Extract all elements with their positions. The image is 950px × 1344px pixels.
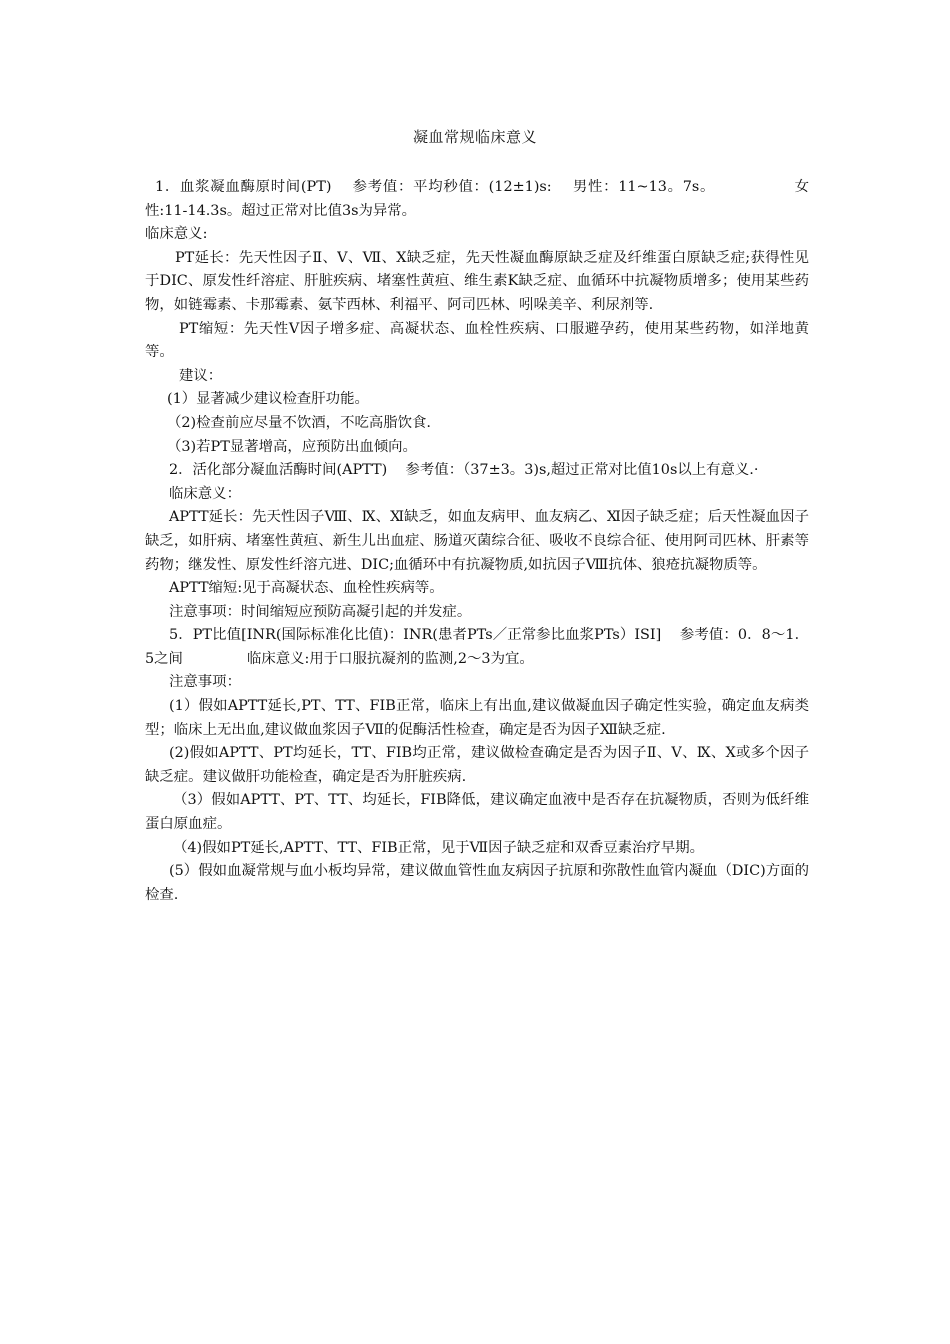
paragraph-suggestion-heading: 建议：	[179, 367, 223, 384]
paragraph-aptt-note: 注意事项：时间缩短应预防高凝引起的并发症。	[169, 603, 472, 620]
paragraph-pt-shortened: PT缩短：先天性Ⅴ因子增多症、高凝状态、血栓性疾病、口服避孕药，使用某些药物，如洋地黄等。	[145, 320, 809, 361]
paragraph-aptt-shortened: APTT缩短:见于高凝状态、血栓性疾病等。	[169, 580, 444, 597]
paragraph-aptt-reference: 2．活化部分凝血活酶时间(APTT) 参考值：（37±3。3)s,超过正常对比值10s以上有意义.·	[169, 462, 759, 479]
paragraph-aptt-prolonged: APTT延长：先天性因子Ⅷ、Ⅸ、Ⅺ缺乏，如血友病甲、血友病乙、Ⅺ因子缺乏症；后天性凝血因子缺乏，如肝病、堵塞性黄疸、新生儿出血症、肠道灭菌综合征、吸收不良综合征、使用阿司匹林、肝素等药物；继发性、原发性纤溶亢进、DIC;血循环中有抗凝物质,如抗因子Ⅷ抗体、狼疮抗凝物质等。	[145, 509, 809, 573]
paragraph-notes-heading: 注意事项：	[169, 674, 241, 691]
paragraph-pt-reference: 1．血浆凝血酶原时间(PT) 参考值：平均秒值：(12±1)s: 男性：11~13。7s。 女性:11-14.3s。超过正常对比值3s为异常。	[145, 179, 809, 219]
paragraph-note-1: (1）假如APTT延长,PT、TT、FIB正常，临床上有出血,建议做凝血因子确定性实验，确定血友病类型；临床上无出血,建议做血浆因子Ⅶ的促酶活性检查，确定是否为因子Ⅻ缺乏症.	[145, 698, 809, 738]
paragraph-note-5: (5）假如血凝常规与血小板均异常，建议做血管性血友病因子抗原和弥散性血管内凝血（DIC)方面的检查.	[145, 863, 809, 903]
paragraph-note-3: （3）假如APTT、PT、TT、均延长，FIB降低，建议确定血液中是否存在抗凝物质，否则为低纤维蛋白原血症。	[145, 792, 809, 833]
paragraph-aptt-clinical-heading: 临床意义：	[169, 485, 241, 502]
paragraph-inr-ratio: 5．PT比值[INR(国际标准化比值)：INR(患者PTs／正常参比血浆PTs）ISI] 参考值：0．8～1．5之间 临床意义:用于口服抗凝剂的监测,2～3为宜。	[145, 627, 809, 667]
paragraph-pt-prolonged: PT延长：先天性因子Ⅱ、Ⅴ、Ⅶ、Ⅹ缺乏症，先天性凝血酶原缺乏症及纤维蛋白原缺乏症;获得性见于DIC、原发性纤溶症、肝脏疾病、堵塞性黄疸、维生素K缺乏症、血循环中抗凝物质增多；使用某些药物，如链霉素、卡那霉素、氨苄西林、利福平、阿司匹林、吲哚美辛、利尿剂等.	[145, 249, 809, 313]
paragraph-note-4: （4)假如PT延长,APTT、TT、FIB正常，见于Ⅶ因子缺乏症和双香豆素治疗早期。	[173, 839, 704, 856]
document-body	[145, 176, 809, 907]
paragraph-suggestion-1: (1）显著减少建议检查肝功能。	[167, 391, 369, 408]
paragraph-clinical-significance-heading: 临床意义:	[145, 226, 208, 243]
paragraph-suggestion-3: （3)若PT显著增高，应预防出血倾向。	[167, 438, 417, 455]
paragraph-suggestion-2: （2)检查前应尽量不饮酒，不吃高脂饮食.	[167, 414, 431, 431]
document-title: 凝血常规临床意义	[412, 128, 537, 146]
paragraph-note-2: (2)假如APTT、PT均延长，TT、FIB均正常，建议做检查确定是否为因子Ⅱ、Ⅴ、Ⅸ、Ⅹ或多个因子缺乏症。建议做肝功能检查，确定是否为肝脏疾病.	[145, 745, 809, 785]
